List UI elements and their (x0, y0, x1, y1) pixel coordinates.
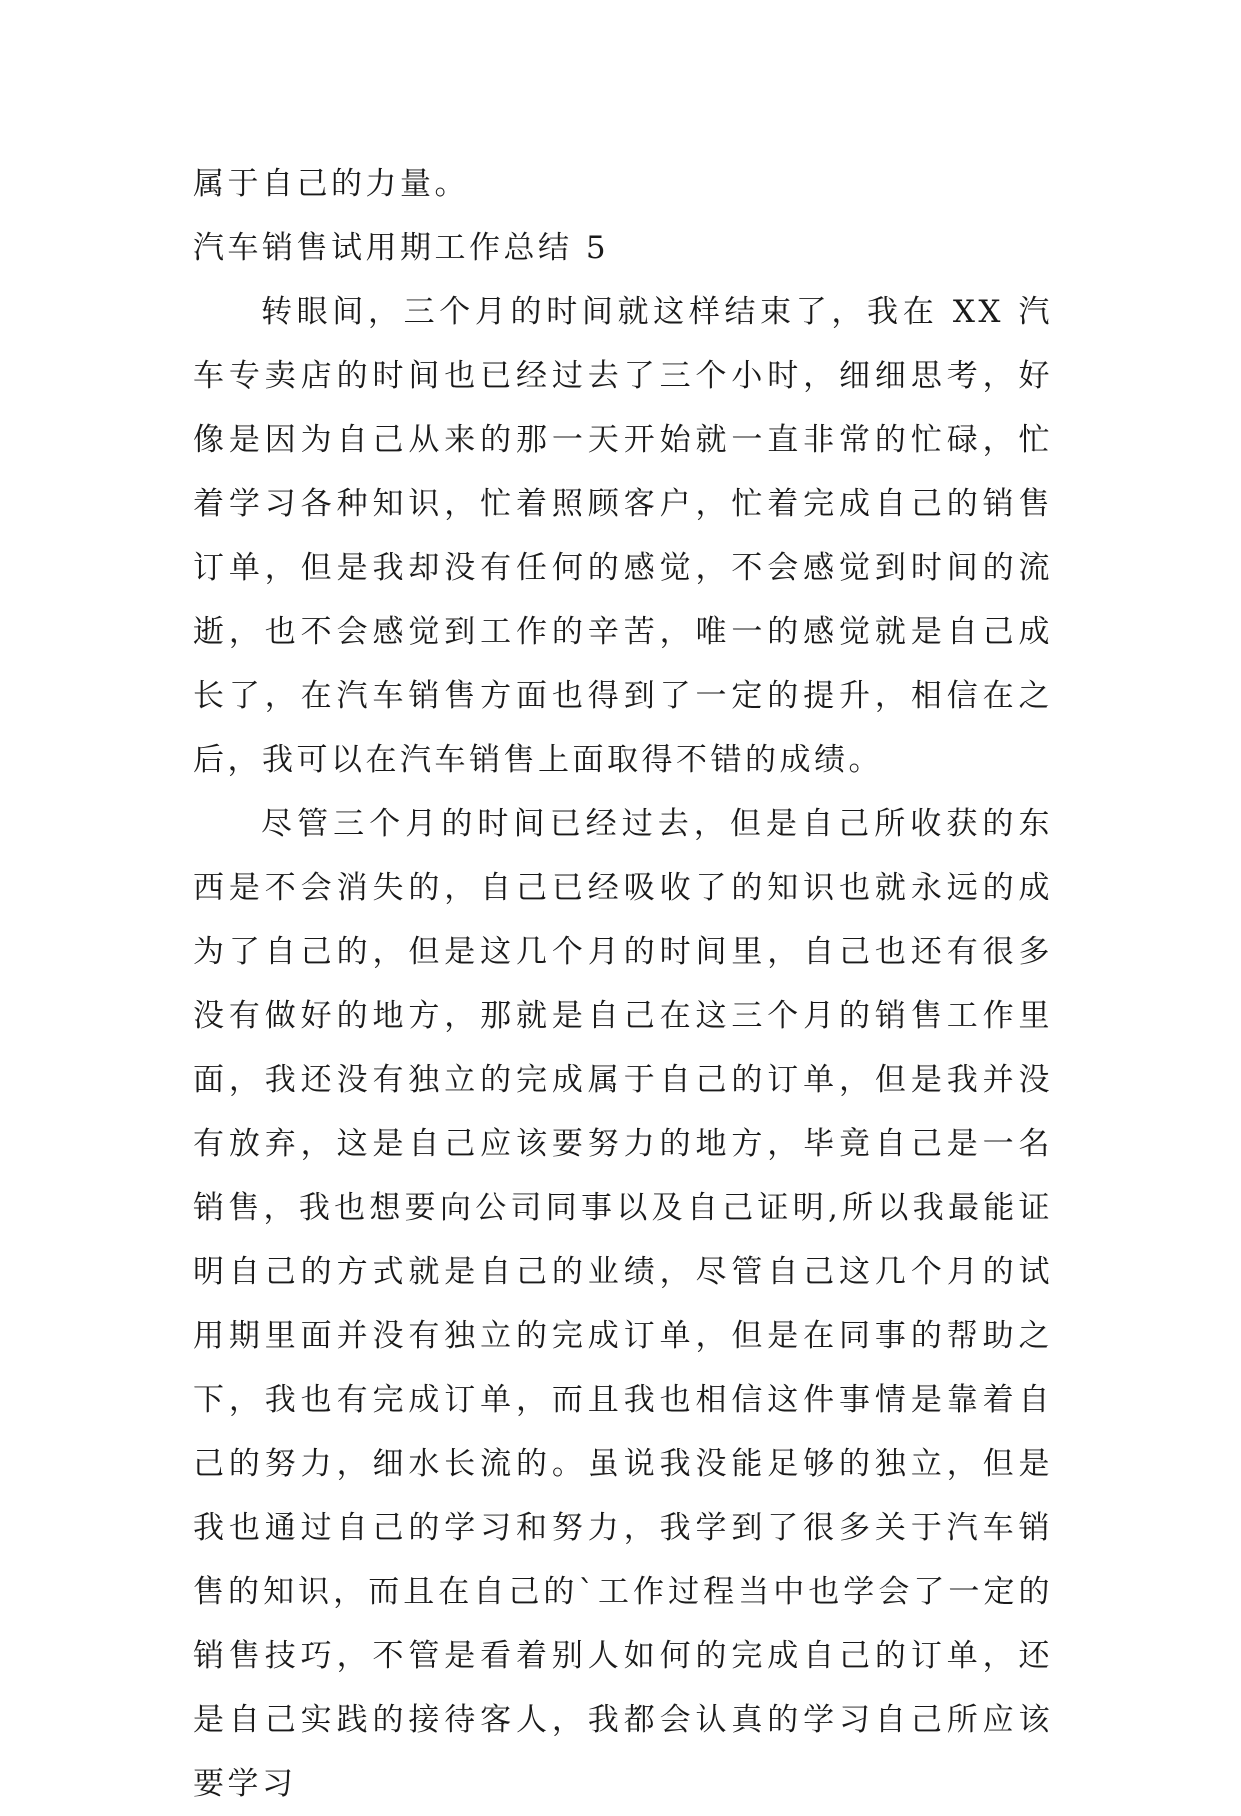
paragraph-1: 转眼间，三个月的时间就这样结束了，我在 XX 汽车专卖店的时间也已经过去了三个小时，细细思考，好像是因为自己从来的那一天开始就一直非常的忙碌，忙着学习各种知识，忙着照顾客户，忙着完成自己的销售订单，但是我却没有任何的感觉，不会感觉到时间的流逝，也不会感觉到工作的辛苦，唯一的感觉就是自己成长了，在汽车销售方面也得到了一定的提升，相信在之后，我可以在汽车销售上面取得不错的成绩。 (193, 294, 1053, 778)
section-heading: 汽车销售试用期工作总结 5 (193, 230, 610, 266)
document-body (193, 152, 1053, 1816)
paragraph-2: 尽管三个月的时间已经过去，但是自己所收获的东西是不会消失的，自己已经吸收了的知识也就永远的成为了自己的，但是这几个月的时间里，自己也还有很多没有做好的地方，那就是自己在这三个月的销售工作里面，我还没有独立的完成属于自己的订单，但是我并没有放弃，这是自己应该要努力的地方，毕竟自己是一名销售，我也想要向公司同事以及自己证明,所以我最能证明自己的方式就是自己的业绩，尽管自己这几个月的试用期里面并没有独立的完成订单，但是在同事的帮助之下，我也有完成订单，而且我也相信这件事情是靠着自己的努力，细水长流的。虽说我没能足够的独立，但是我也通过自己的学习和努力，我学到了很多关于汽车销售的知识，而且在自己的`工作过程当中也学会了一定的销售技巧，不管是看着别人如何的完成自己的订单，还是自己实践的接待客人，我都会认真的学习自己所应该要学习 (193, 806, 1053, 1802)
carryover-text: 属于自己的力量。 (193, 166, 469, 202)
